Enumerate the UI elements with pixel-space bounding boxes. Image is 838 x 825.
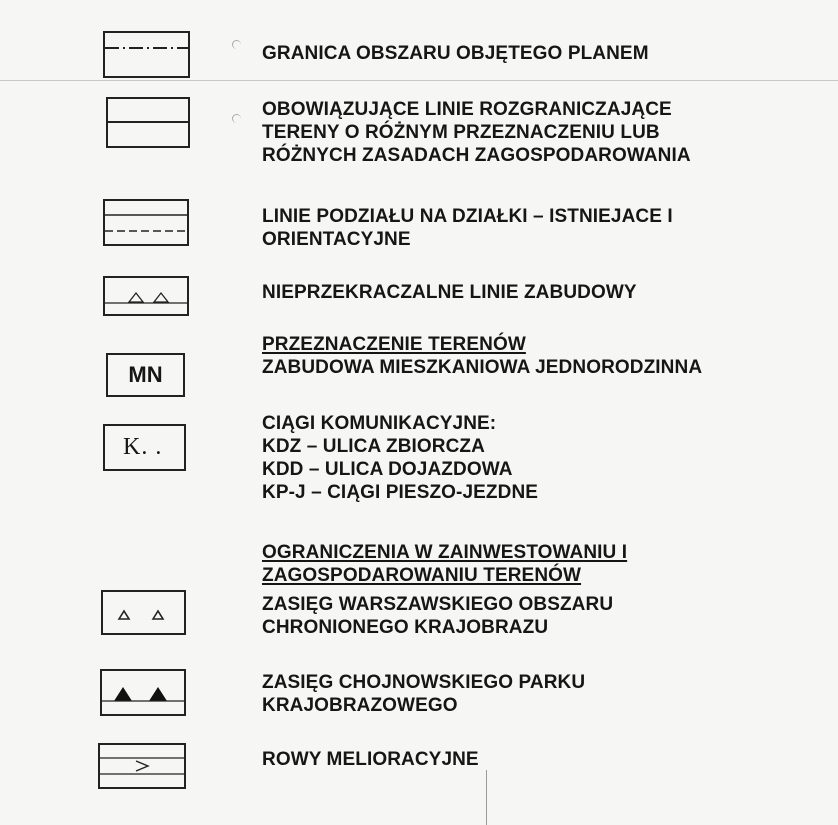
legend-drainage-label: ROWY MELIORACYJNE	[262, 749, 479, 770]
communication-symbol	[103, 424, 186, 471]
legend-text-line: LINIE PODZIAŁU NA DZIAŁKI – ISTNIEJACE I	[262, 206, 673, 227]
legend-text-line: KP-J – CIĄGI PIESZO-JEZDNE	[262, 482, 539, 503]
building-lines-symbol	[103, 276, 189, 316]
legend-boundary-label: GRANICA OBSZARU OBJĘTEGO PLANEM	[262, 43, 649, 64]
scan-artifact-line	[0, 80, 838, 81]
residential-code: MN	[128, 362, 163, 387]
communication-code: K. .	[123, 434, 163, 460]
legend-chojnow-park-label	[262, 671, 585, 717]
residential-symbol	[106, 353, 185, 397]
legend-text-line: KDZ – ULICA ZBIORCZA	[262, 436, 485, 457]
ditch-arrow-icon	[100, 745, 184, 787]
legend-warsaw-area-label	[262, 593, 613, 639]
scan-artifact-vertical-line	[486, 770, 487, 825]
legend-demarcation-label	[262, 98, 691, 167]
legend-text-line: ZABUDOWA MIESZKANIOWA JEDNORODZINNA	[262, 357, 703, 378]
warsaw-area-symbol	[101, 590, 186, 635]
restrictions-heading-line: ZAGOSPODAROWANIU TERENÓW	[262, 565, 582, 586]
land-use-heading: PRZEZNACZENIE TERENÓW	[262, 334, 526, 355]
scan-artifact-mark	[232, 114, 241, 123]
legend-text-line: RÓŻNYCH ZASADACH ZAGOSPODAROWANIA	[262, 145, 691, 166]
restrictions-heading-line: OGRANICZENIA W ZAINWESTOWANIU I	[262, 542, 628, 563]
chojnow-park-symbol	[100, 669, 186, 716]
legend-building-lines-label: NIEPRZEKRACZALNE LINIE ZABUDOWY	[262, 282, 637, 303]
legend-text-line: TERENY O RÓŻNYM PRZEZNACZENIU LUB	[262, 122, 660, 143]
scan-artifact-mark	[232, 40, 241, 49]
plot-division-symbol	[103, 199, 189, 246]
legend-communication-label	[262, 412, 538, 504]
dash-dot-line-icon	[105, 33, 188, 76]
legend-text-line: ORIENTACYJNE	[262, 229, 411, 250]
legend-plot-division-label	[262, 205, 673, 251]
legend-text-line: CHRONIONEGO KRAJOBRAZU	[262, 617, 549, 638]
drainage-ditches-symbol	[98, 743, 186, 789]
legend-text-line: OBOWIĄZUJĄCE LINIE ROZGRANICZAJĄCE	[262, 99, 672, 120]
legend-text-line: CIĄGI KOMUNIKACYJNE:	[262, 413, 497, 434]
open-triangles-icon	[105, 278, 187, 314]
legend-text-line: KRAJOBRAZOWEGO	[262, 695, 458, 716]
legend-text-line: ZASIĘG WARSZAWSKIEGO OBSZARU	[262, 594, 614, 615]
legend-restrictions-heading	[262, 541, 627, 587]
legend-text-line: KDD – ULICA DOJAZDOWA	[262, 459, 513, 480]
open-triangles-icon	[103, 592, 184, 633]
solid-line-icon	[108, 99, 188, 146]
legend-text-line: ZASIĘG CHOJNOWSKIEGO PARKU	[262, 672, 586, 693]
legend-land-use-label	[262, 333, 702, 379]
filled-triangles-icon	[102, 671, 184, 714]
demarcation-lines-symbol	[106, 97, 190, 148]
plan-boundary-symbol	[103, 31, 190, 78]
plot-lines-icon	[105, 201, 187, 244]
